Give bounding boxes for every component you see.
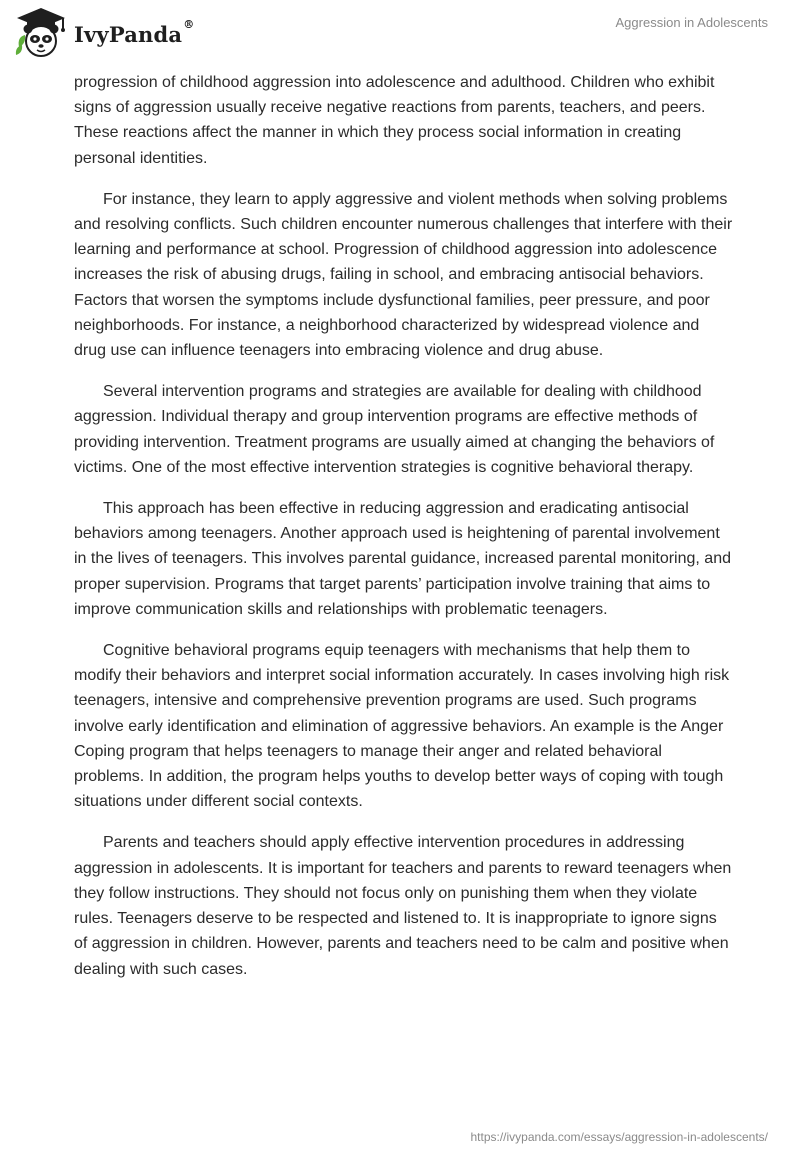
panda-graduate-icon bbox=[13, 7, 69, 59]
source-url-link[interactable]: https://ivypanda.com/essays/aggression-in-adolescents/ bbox=[470, 1130, 768, 1144]
document-title: Aggression in Adolescents bbox=[615, 15, 768, 30]
paragraph: For instance, they learn to apply aggressive and violent methods when solving problems and resolving conflicts. Such children encounter numerous challenges that interfere with their learning and performance at school. Progression of childhood aggression into adolescence increases the risk of abusing drugs, failing in school, and embracing antisocial behaviors. Factors that worsen the symptoms include dysfunctional families, peer pressure, and poor neighborhoods. For instance, a neighborhood characterized by widespread violence and drug use can influence teenagers into embracing violence and drug abuse. bbox=[74, 190, 733, 360]
essay-body bbox=[74, 70, 734, 998]
registered-mark: ® bbox=[183, 17, 195, 31]
paragraph: Several intervention programs and strategies are available for dealing with childhood aggression. Individual therapy and group intervention programs are effective methods of providing intervention. Treatment programs are usually aimed at changing the behaviors of victims. One of the most effective intervention strategies is cognitive behavioral therapy. bbox=[74, 383, 715, 476]
brand-name: IvyPanda® bbox=[74, 17, 195, 47]
paragraph: This approach has been effective in reducing aggression and eradicating antisocial behaviors among teenagers. Another approach used is heightening of parental involvement in the lives of teenagers. This involves parental guidance, increased parental monitoring, and proper supervision. Programs that target parents’ participation involve training that aims to improve communication skills and relationships with problematic teenagers. bbox=[74, 500, 731, 618]
paragraph: progression of childhood aggression into adolescence and adulthood. Children who exhibit signs of aggression usually receive negative reactions from parents, teachers, and peers. These reactions affect the manner in which they process social information in creating personal identities. bbox=[74, 74, 715, 167]
page-header bbox=[0, 0, 800, 70]
paragraph: Parents and teachers should apply effective intervention procedures in addressing aggression in adolescents. It is important for teachers and parents to reward teenagers when they follow instructions. They should not focus only on punishing them when they violate rules. Teenagers deserve to be respected and listened to. It is inappropriate to ignore signs of aggression in children. However, parents and teachers need to be calm and positive when dealing with such cases. bbox=[74, 834, 732, 978]
ivypanda-logo[interactable] bbox=[13, 7, 194, 59]
paragraph: Cognitive behavioral programs equip teenagers with mechanisms that help them to modify their behaviors and interpret social information accurately. In cases involving high risk teenagers, intensive and comprehensive prevention programs are used. Such programs involve early identification and elimination of aggressive behaviors. An example is the Anger Coping program that helps teenagers to manage their anger and related behavioral problems. In addition, the program helps youths to develop better ways of coping with tough situations under different social contexts. bbox=[74, 642, 730, 811]
